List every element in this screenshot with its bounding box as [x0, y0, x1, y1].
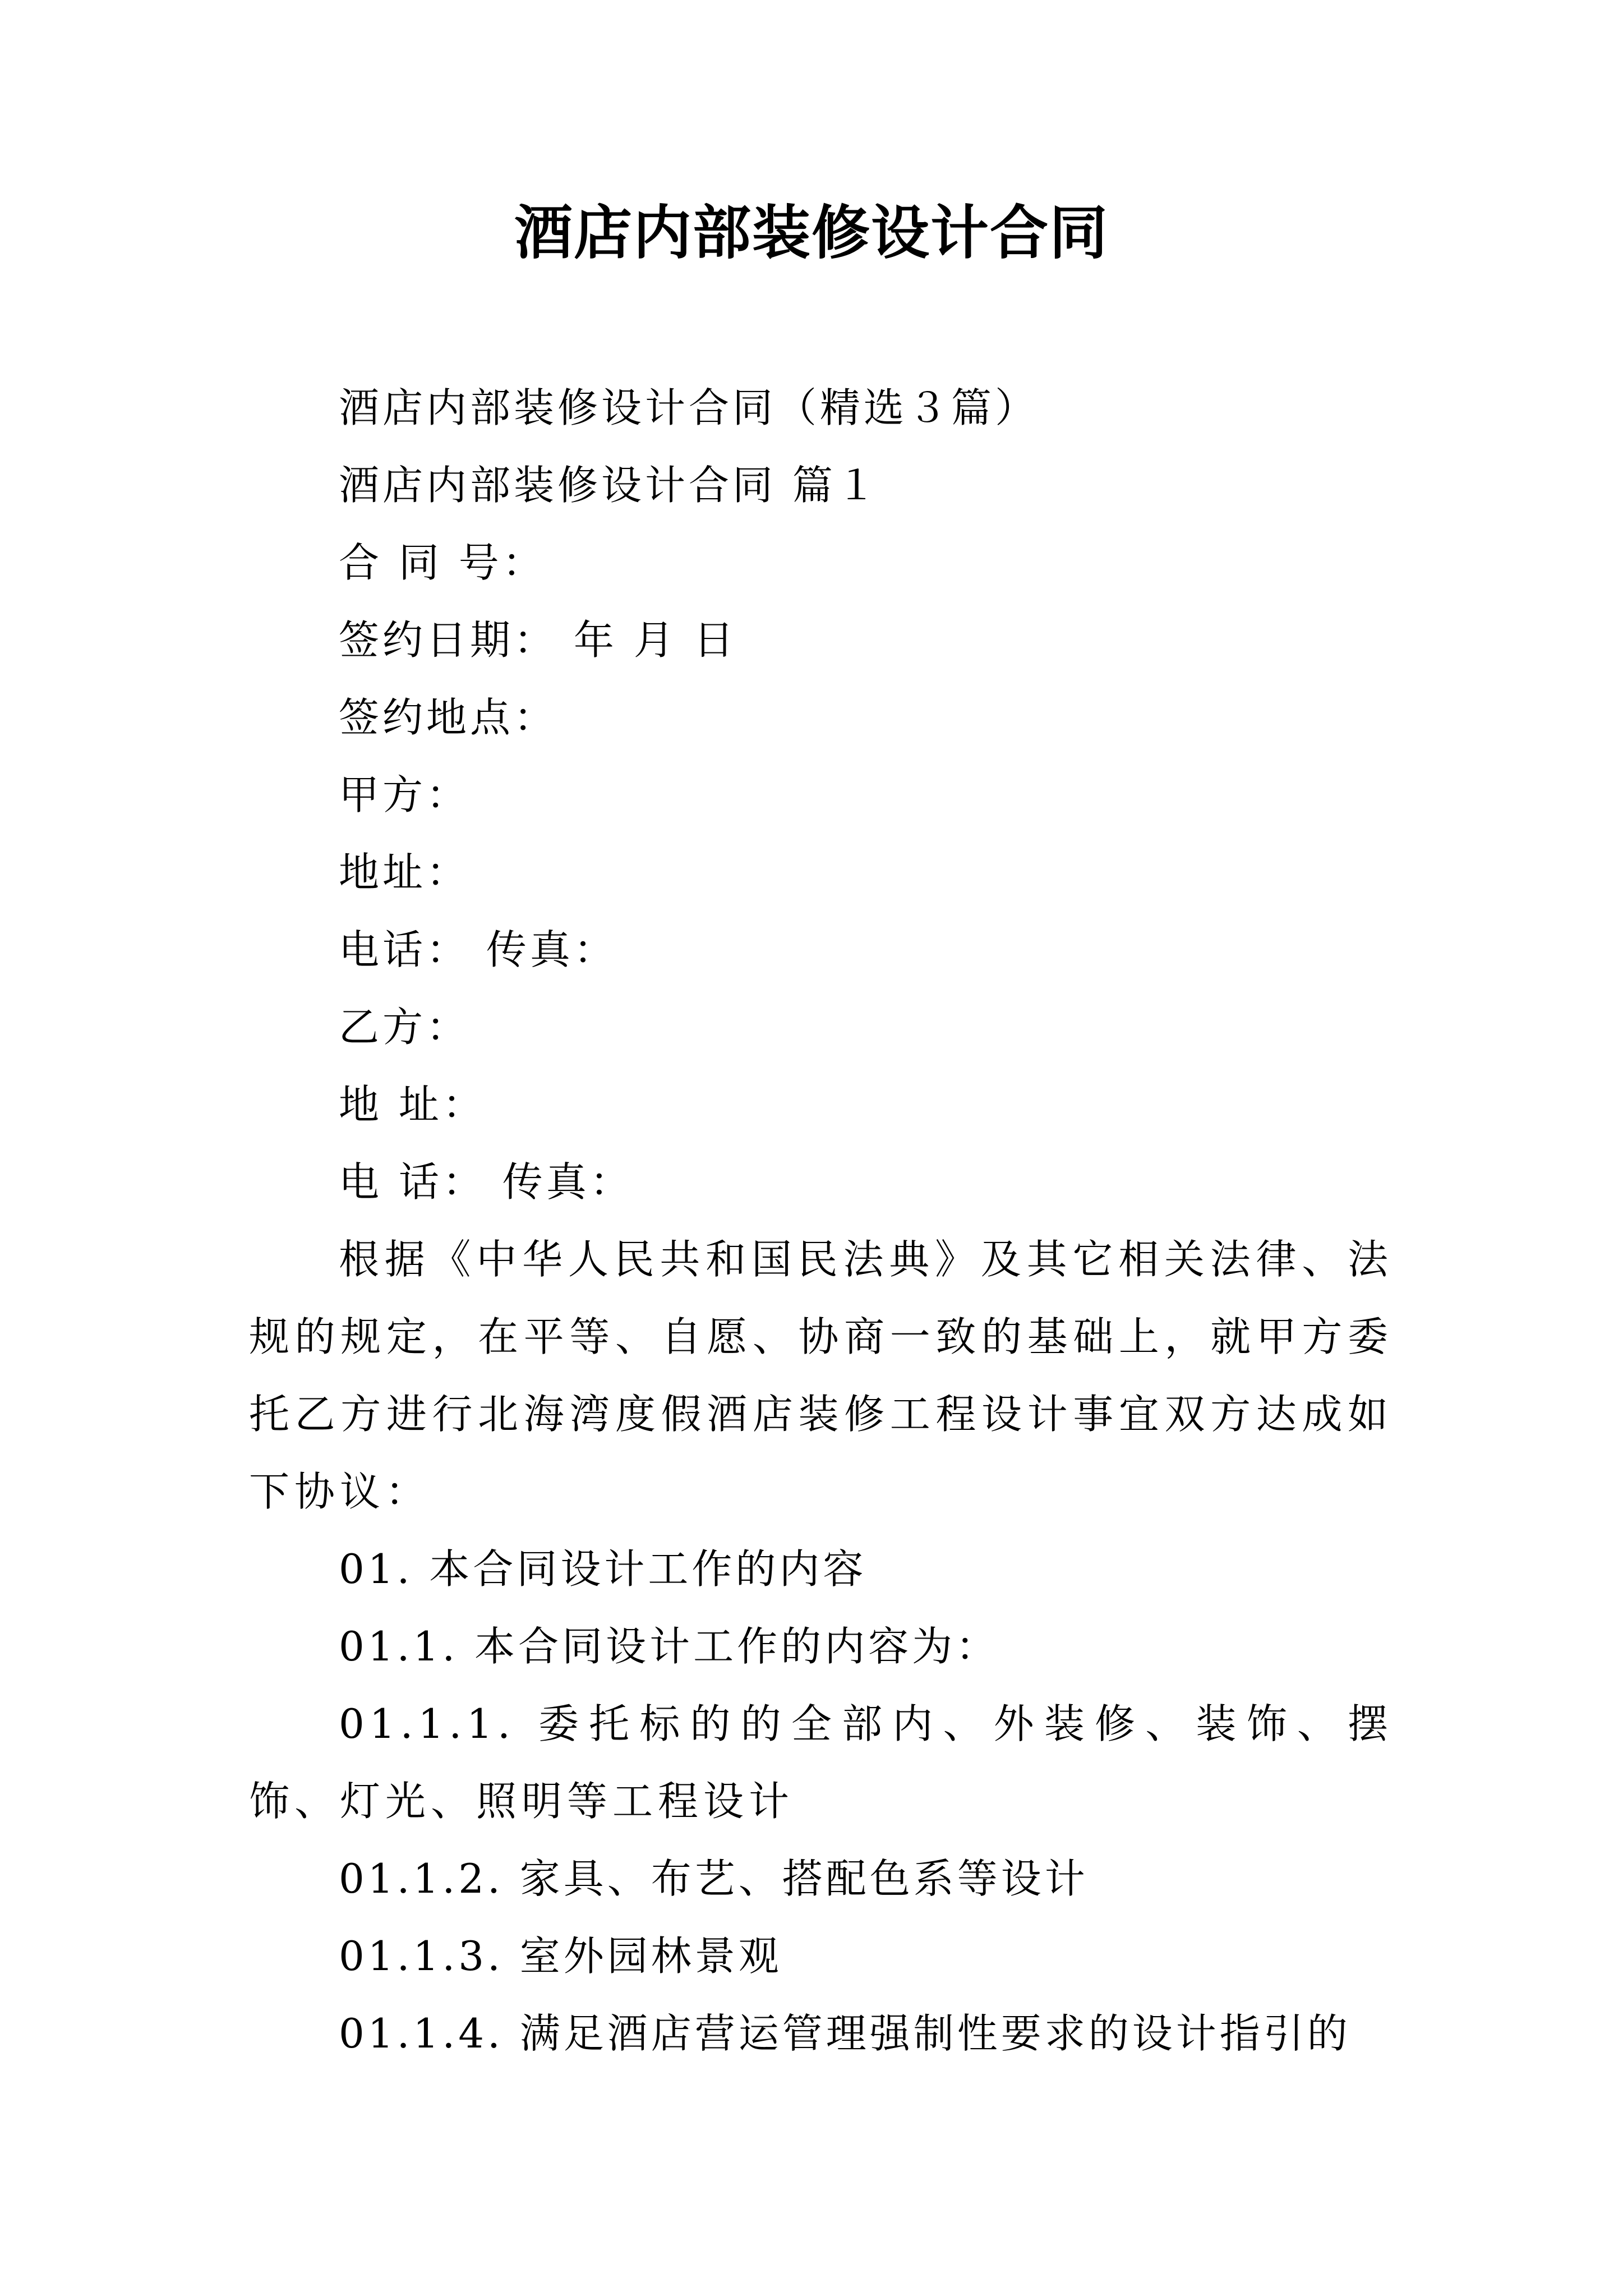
party-a-field: 甲方： — [339, 771, 471, 818]
subtitle-line: 酒店内部装修设计合同（精选３篇） — [339, 384, 1039, 431]
document-body — [249, 369, 1393, 2072]
document-title: 酒店内部装修设计合同 — [514, 198, 1109, 267]
intro-paragraph: 根据《中华人民共和国民法典》及其它相关法律、法规的规定，在平等、自愿、协商一致的基础上，就甲方委托乙方进行北海湾度假酒店装修工程设计事宜双方达成如下协议： — [249, 1236, 1393, 1515]
clause-item: 01.1.1. 委托标的的全部内、外装修、装饰、摆饰、灯光、照明等工程设计 — [249, 1700, 1393, 1825]
party-a-address-field: 地址： — [339, 849, 471, 896]
party-b-address-field: 地 址： — [339, 1081, 486, 1128]
clause-item: 01.1.4. 满足酒店营运管理强制性要求的设计指引的 — [339, 2010, 1351, 2057]
contract-number-field: 合 同 号： — [339, 539, 546, 586]
party-a-phone-fax-field: 电话： 传真： — [339, 926, 617, 973]
clause-item: 01.1.3. 室外园林景观 — [339, 1932, 782, 1980]
signing-place-field: 签约地点： — [339, 694, 558, 741]
section-heading: 01. 本合同设计工作的内容 — [339, 1545, 867, 1593]
party-b-phone-fax-field: 电 话： 传真： — [339, 1158, 634, 1205]
subsection-heading: 01.1. 本合同设计工作的内容为： — [339, 1623, 1000, 1670]
party-b-field: 乙方： — [339, 1004, 471, 1051]
chapter-heading: 酒店内部装修设计合同 篇１ — [339, 462, 880, 509]
signing-date-field: 签约日期： 年 月 日 — [339, 616, 737, 664]
clause-item: 01.1.2. 家具、布艺、搭配色系等设计 — [339, 1855, 1089, 1902]
